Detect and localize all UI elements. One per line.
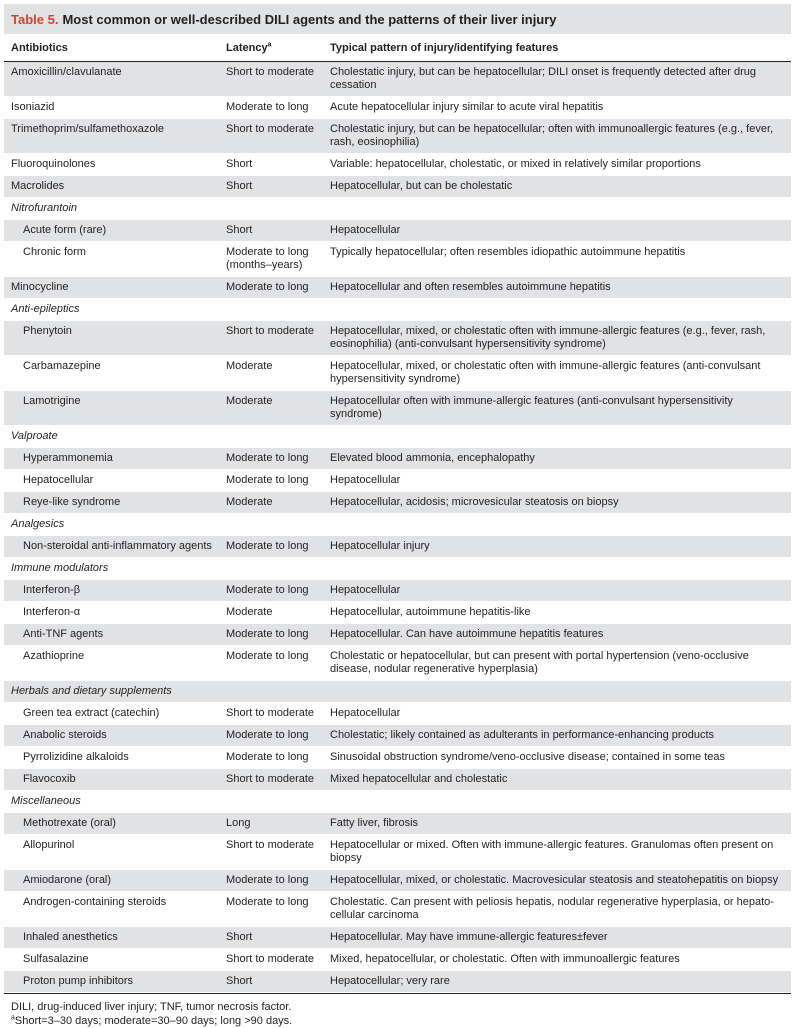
- latency-cell: [219, 198, 323, 220]
- pattern-cell: Mixed, hepatocellular, or cholestatic. Often with immunoallergic features: [323, 949, 791, 971]
- table-row: [4, 97, 791, 119]
- latency-cell: Short: [219, 220, 323, 242]
- table-row: [4, 242, 791, 277]
- latency-cell: Moderate: [219, 356, 323, 391]
- category-row: [4, 299, 791, 321]
- pattern-cell: Fatty liver, fibrosis: [323, 813, 791, 835]
- table-footnotes: [4, 993, 791, 1028]
- agent-cell: Carbamazepine: [4, 356, 219, 391]
- table-row: [4, 602, 791, 624]
- pattern-cell: Elevated blood ammonia, encephalopathy: [323, 448, 791, 470]
- pattern-cell: [323, 426, 791, 448]
- pattern-cell: Hepatocellular and often resembles autoimmune hepatitis: [323, 277, 791, 299]
- latency-footnote-text: Short=3–30 days; moderate=30–90 days; long >90 days.: [14, 1015, 293, 1027]
- pattern-cell: Hepatocellular; very rare: [323, 971, 791, 993]
- agent-cell: Anabolic steroids: [4, 725, 219, 747]
- table-row: [4, 356, 791, 391]
- pattern-cell: Hepatocellular, acidosis; microvesicular steatosis on biopsy: [323, 492, 791, 514]
- category-row: [4, 558, 791, 580]
- table-row: [4, 536, 791, 558]
- dili-table: [4, 36, 791, 993]
- pattern-cell: Hepatocellular, autoimmune hepatitis-like: [323, 602, 791, 624]
- latency-cell: Short to moderate: [219, 769, 323, 791]
- header-latency: [219, 36, 323, 62]
- agent-cell: Isoniazid: [4, 97, 219, 119]
- pattern-cell: Cholestatic; likely contained as adulterants in performance-enhancing products: [323, 725, 791, 747]
- table-row: [4, 580, 791, 602]
- agent-cell: Methotrexate (oral): [4, 813, 219, 835]
- agent-cell: Amoxicillin/clavulanate: [4, 62, 219, 97]
- latency-cell: Short to moderate: [219, 949, 323, 971]
- pattern-cell: Hepatocellular. May have immune-allergic features±fever: [323, 927, 791, 949]
- latency-cell: Moderate to long (months–years): [219, 242, 323, 277]
- table-row: [4, 277, 791, 299]
- latency-cell: Moderate to long: [219, 646, 323, 681]
- agent-cell: Non-steroidal anti-inflammatory agents: [4, 536, 219, 558]
- latency-cell: Moderate to long: [219, 747, 323, 769]
- pattern-cell: Hepatocellular: [323, 470, 791, 492]
- category-label: Analgesics: [4, 514, 219, 536]
- latency-cell: Short to moderate: [219, 835, 323, 870]
- latency-cell: Short: [219, 927, 323, 949]
- latency-cell: [219, 558, 323, 580]
- pattern-cell: Hepatocellular, mixed, or cholestatic. Macrovesicular steatosis and steatohepatitis on biopsy: [323, 870, 791, 892]
- category-row: [4, 681, 791, 703]
- pattern-cell: Variable: hepatocellular, cholestatic, or mixed in relatively similar proportions: [323, 154, 791, 176]
- table-row: [4, 769, 791, 791]
- category-label: Miscellaneous: [4, 791, 219, 813]
- latency-cell: Moderate to long: [219, 97, 323, 119]
- pattern-cell: Hepatocellular: [323, 220, 791, 242]
- latency-cell: Moderate to long: [219, 624, 323, 646]
- table-row: [4, 835, 791, 870]
- latency-footnote-mark: a: [11, 1014, 15, 1022]
- latency-cell: Short to moderate: [219, 62, 323, 97]
- agent-cell: Chronic form: [4, 242, 219, 277]
- pattern-cell: [323, 299, 791, 321]
- agent-cell: Flavocoxib: [4, 769, 219, 791]
- table-caption: Most common or well-described DILI agents and the patterns of their liver injury: [62, 11, 557, 27]
- category-label: Nitrofurantoin: [4, 198, 219, 220]
- pattern-cell: Hepatocellular, mixed, or cholestatic often with immune-allergic features (anti-convulsant hypersensitivity syndrome): [323, 356, 791, 391]
- latency-cell: Moderate to long: [219, 580, 323, 602]
- table-figure: [4, 4, 791, 1027]
- pattern-cell: Mixed hepatocellular and cholestatic: [323, 769, 791, 791]
- category-label: Herbals and dietary supplements: [4, 681, 219, 703]
- latency-cell: Short: [219, 154, 323, 176]
- agent-cell: Hepatocellular: [4, 470, 219, 492]
- latency-cell: Moderate: [219, 492, 323, 514]
- agent-cell: Reye-like syndrome: [4, 492, 219, 514]
- agent-cell: Acute form (rare): [4, 220, 219, 242]
- category-row: [4, 791, 791, 813]
- pattern-cell: [323, 681, 791, 703]
- table-row: [4, 176, 791, 198]
- latency-cell: Moderate to long: [219, 448, 323, 470]
- table-row: [4, 725, 791, 747]
- agent-cell: Allopurinol: [4, 835, 219, 870]
- table-row: [4, 321, 791, 356]
- table-row: [4, 119, 791, 154]
- pattern-cell: Cholestatic injury, but can be hepatocellular; often with immunoallergic features (e.g., fever, rash, eosinophilia): [323, 119, 791, 154]
- latency-cell: [219, 514, 323, 536]
- pattern-cell: Typically hepatocellular; often resembles idiopathic autoimmune hepatitis: [323, 242, 791, 277]
- agent-cell: Green tea extract (catechin): [4, 703, 219, 725]
- category-row: [4, 198, 791, 220]
- latency-cell: Moderate to long: [219, 470, 323, 492]
- pattern-cell: Hepatocellular or mixed. Often with immune-allergic features. Granulomas often present on biopsy: [323, 835, 791, 870]
- agent-cell: Amiodarone (oral): [4, 870, 219, 892]
- table-row: [4, 927, 791, 949]
- latency-footnote: [11, 1014, 784, 1028]
- latency-cell: Moderate: [219, 602, 323, 624]
- latency-cell: [219, 791, 323, 813]
- agent-cell: Azathioprine: [4, 646, 219, 681]
- table-row: [4, 154, 791, 176]
- latency-cell: [219, 681, 323, 703]
- agent-cell: Trimethoprim/sulfamethoxazole: [4, 119, 219, 154]
- pattern-cell: Cholestatic. Can present with peliosis hepatis, nodular regenerative hyperplasia, or hepato-cellular carcinoma: [323, 892, 791, 927]
- pattern-cell: [323, 514, 791, 536]
- table-title: [4, 4, 791, 36]
- category-row: [4, 514, 791, 536]
- table-row: [4, 870, 791, 892]
- latency-cell: Moderate to long: [219, 892, 323, 927]
- pattern-cell: [323, 558, 791, 580]
- category-label: Valproate: [4, 426, 219, 448]
- pattern-cell: Hepatocellular: [323, 703, 791, 725]
- category-label: Anti-epileptics: [4, 299, 219, 321]
- latency-cell: Short to moderate: [219, 703, 323, 725]
- agent-cell: Pyrrolizidine alkaloids: [4, 747, 219, 769]
- table-row: [4, 949, 791, 971]
- pattern-cell: Acute hepatocellular injury similar to acute viral hepatitis: [323, 97, 791, 119]
- header-latency-footnote-mark: a: [267, 41, 272, 49]
- agent-cell: Interferon-β: [4, 580, 219, 602]
- agent-cell: Fluoroquinolones: [4, 154, 219, 176]
- pattern-cell: Hepatocellular, mixed, or cholestatic often with immune-allergic features (e.g., fever, rash, eosinophilia) (anti-convulsant hypersensitivity syndrome): [323, 321, 791, 356]
- table-row: [4, 703, 791, 725]
- latency-cell: [219, 299, 323, 321]
- table-row: [4, 813, 791, 835]
- latency-cell: Moderate: [219, 391, 323, 426]
- pattern-cell: Hepatocellular often with immune-allergic features (anti-convulsant hypersensitivity syndrome): [323, 391, 791, 426]
- latency-cell: Short to moderate: [219, 321, 323, 356]
- agent-cell: Inhaled anesthetics: [4, 927, 219, 949]
- table-row: [4, 892, 791, 927]
- pattern-cell: [323, 791, 791, 813]
- table-row: [4, 448, 791, 470]
- table-row: [4, 624, 791, 646]
- pattern-cell: Cholestatic injury, but can be hepatocellular; DILI onset is frequently detected after drug cessation: [323, 62, 791, 97]
- latency-cell: Short: [219, 176, 323, 198]
- table-row: [4, 492, 791, 514]
- latency-cell: Short: [219, 971, 323, 993]
- agent-cell: Phenytoin: [4, 321, 219, 356]
- table-number: Table 5.: [11, 11, 59, 27]
- latency-cell: [219, 426, 323, 448]
- table-row: [4, 220, 791, 242]
- table-row: [4, 646, 791, 681]
- category-label: Immune modulators: [4, 558, 219, 580]
- latency-cell: Moderate to long: [219, 277, 323, 299]
- agent-cell: Hyperammonemia: [4, 448, 219, 470]
- latency-cell: Moderate to long: [219, 870, 323, 892]
- table-row: [4, 62, 791, 97]
- pattern-cell: Sinusoidal obstruction syndrome/veno-occlusive disease; contained in some teas: [323, 747, 791, 769]
- pattern-cell: Hepatocellular injury: [323, 536, 791, 558]
- latency-cell: Moderate to long: [219, 725, 323, 747]
- pattern-cell: Hepatocellular: [323, 580, 791, 602]
- header-row: [4, 36, 791, 62]
- pattern-cell: Hepatocellular. Can have autoimmune hepatitis features: [323, 624, 791, 646]
- agent-cell: Lamotrigine: [4, 391, 219, 426]
- table-row: [4, 747, 791, 769]
- agent-cell: Proton pump inhibitors: [4, 971, 219, 993]
- category-row: [4, 426, 791, 448]
- abbreviations-note: DILI, drug-induced liver injury; TNF, tumor necrosis factor.: [11, 1001, 292, 1013]
- header-latency-label: Latency: [226, 42, 268, 54]
- agent-cell: Sulfasalazine: [4, 949, 219, 971]
- agent-cell: Interferon-α: [4, 602, 219, 624]
- latency-cell: Moderate to long: [219, 536, 323, 558]
- agent-cell: Macrolides: [4, 176, 219, 198]
- pattern-cell: Cholestatic or hepatocellular, but can present with portal hypertension (veno-occlusive disease, nodular regenerative hyperplasia): [323, 646, 791, 681]
- latency-cell: Short to moderate: [219, 119, 323, 154]
- agent-cell: Minocycline: [4, 277, 219, 299]
- header-agent: Antibiotics: [4, 36, 219, 62]
- latency-cell: Long: [219, 813, 323, 835]
- agent-cell: Androgen-containing steroids: [4, 892, 219, 927]
- table-row: [4, 391, 791, 426]
- pattern-cell: Hepatocellular, but can be cholestatic: [323, 176, 791, 198]
- header-pattern: Typical pattern of injury/identifying features: [323, 36, 791, 62]
- table-row: [4, 470, 791, 492]
- agent-cell: Anti-TNF agents: [4, 624, 219, 646]
- table-row: [4, 971, 791, 993]
- pattern-cell: [323, 198, 791, 220]
